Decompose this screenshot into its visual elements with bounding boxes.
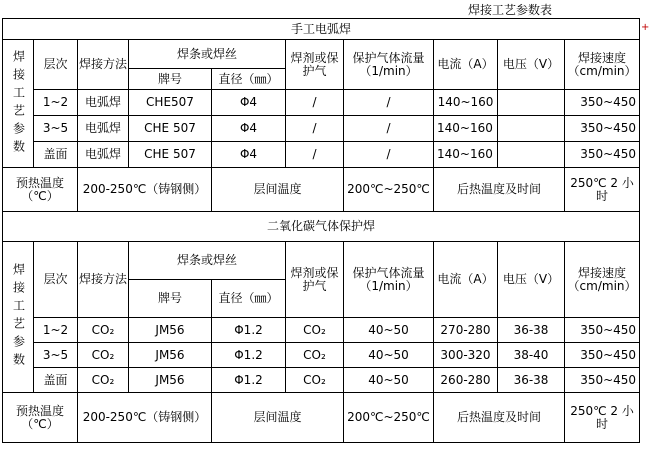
- header-flux: 焊剂或保护气: [286, 40, 344, 90]
- header-brand: 牌号: [129, 280, 212, 318]
- cell-brand: JM56: [129, 343, 212, 368]
- header-method: 焊接方法: [78, 242, 129, 318]
- cell-method: CO₂: [78, 368, 129, 393]
- cell-current: 300-320: [434, 343, 498, 368]
- cell-flux: CO₂: [286, 368, 344, 393]
- cross-mark-icon: +: [641, 22, 650, 33]
- cell-flux: CO₂: [286, 318, 344, 343]
- cell-voltage: [498, 116, 565, 142]
- cell-flux: CO₂: [286, 343, 344, 368]
- header-diameter: 直径（㎜）: [212, 280, 286, 318]
- cell-layer: 3~5: [34, 343, 78, 368]
- cell-speed: 350~450: [565, 142, 640, 168]
- header-brand: 牌号: [129, 69, 212, 90]
- cell-diameter: Φ1.2: [212, 318, 286, 343]
- header-voltage: 电压（V）: [498, 242, 565, 318]
- cell-speed: 350~450: [565, 318, 640, 343]
- table-row: [3, 90, 640, 116]
- header-gas-flow: 保护气体流量（1/min）: [344, 40, 434, 90]
- table-row: [3, 318, 640, 343]
- smaw-footer-row: [3, 168, 640, 212]
- header-rod-group: 焊条或焊丝: [129, 40, 286, 69]
- cell-speed: 350~450: [565, 90, 640, 116]
- cell-brand: CHE507: [129, 90, 212, 116]
- preheat-label: 预热温度（℃）: [3, 393, 78, 443]
- postheat-value: 250℃ 2 小时: [565, 168, 640, 212]
- cell-gas-flow: /: [344, 90, 434, 116]
- cell-layer: 1~2: [34, 90, 78, 116]
- table-row: [3, 368, 640, 393]
- gmaw-section-title: 二氧化碳气体保护焊: [3, 212, 640, 242]
- header-method: 焊接方法: [78, 40, 129, 90]
- cell-layer: 盖面: [34, 142, 78, 168]
- cell-brand: CHE 507: [129, 142, 212, 168]
- cell-layer: 1~2: [34, 318, 78, 343]
- welding-parameter-table: [2, 18, 640, 443]
- cell-voltage: [498, 142, 565, 168]
- cell-method: 电弧焊: [78, 90, 129, 116]
- cell-gas-flow: /: [344, 142, 434, 168]
- table-row: [3, 343, 640, 368]
- cell-voltage: 36-38: [498, 368, 565, 393]
- cell-flux: /: [286, 90, 344, 116]
- interpass-value: 200℃~250℃: [344, 168, 434, 212]
- cell-voltage: [498, 90, 565, 116]
- cell-gas-flow: 40~50: [344, 343, 434, 368]
- cell-diameter: Φ4: [212, 116, 286, 142]
- interpass-label: 层间温度: [212, 168, 344, 212]
- header-speed: 焊接速度（cm/min）: [565, 242, 640, 318]
- header-current: 电流（A）: [434, 40, 498, 90]
- cell-layer: 盖面: [34, 368, 78, 393]
- smaw-side-label: 焊接工艺参数: [3, 40, 34, 168]
- cell-flux: /: [286, 142, 344, 168]
- smaw-section-title: 手工电弧焊: [3, 19, 640, 40]
- cell-current: 140~160: [434, 142, 498, 168]
- cell-method: CO₂: [78, 318, 129, 343]
- header-current: 电流（A）: [434, 242, 498, 318]
- table-row: [3, 142, 640, 168]
- header-layer: 层次: [34, 40, 78, 90]
- cell-speed: 350~450: [565, 368, 640, 393]
- cell-flux: /: [286, 116, 344, 142]
- header-flux: 焊剂或保护气: [286, 242, 344, 318]
- page-title: 焊接工艺参数表: [468, 3, 553, 17]
- cell-current: 140~160: [434, 116, 498, 142]
- header-diameter: 直径（㎜）: [212, 69, 286, 90]
- table-row: [3, 116, 640, 142]
- cell-method: CO₂: [78, 343, 129, 368]
- preheat-label: 预热温度（℃）: [3, 168, 78, 212]
- cell-layer: 3~5: [34, 116, 78, 142]
- cell-speed: 350~450: [565, 343, 640, 368]
- gmaw-side-label: 焊接工艺参数: [3, 242, 34, 393]
- interpass-label: 层间温度: [212, 393, 344, 443]
- cell-gas-flow: 40~50: [344, 318, 434, 343]
- postheat-value: 250℃ 2 小时: [565, 393, 640, 443]
- header-gas-flow: 保护气体流量（1/min）: [344, 242, 434, 318]
- cell-diameter: Φ1.2: [212, 343, 286, 368]
- header-layer: 层次: [34, 242, 78, 318]
- cell-current: 140~160: [434, 90, 498, 116]
- cell-speed: 350~450: [565, 116, 640, 142]
- interpass-value: 200℃~250℃: [344, 393, 434, 443]
- header-speed: 焊接速度（cm/min）: [565, 40, 640, 90]
- cell-diameter: Φ4: [212, 90, 286, 116]
- cell-gas-flow: 40~50: [344, 368, 434, 393]
- cell-current: 270-280: [434, 318, 498, 343]
- postheat-label: 后热温度及时间: [434, 393, 565, 443]
- header-voltage: 电压（V）: [498, 40, 565, 90]
- header-rod-group: 焊条或焊丝: [129, 242, 286, 280]
- preheat-value: 200-250℃（铸钢侧）: [78, 393, 212, 443]
- cell-gas-flow: /: [344, 116, 434, 142]
- cell-method: 电弧焊: [78, 116, 129, 142]
- cell-current: 260-280: [434, 368, 498, 393]
- cell-brand: JM56: [129, 318, 212, 343]
- cell-voltage: 36-38: [498, 318, 565, 343]
- cell-diameter: Φ4: [212, 142, 286, 168]
- cell-diameter: Φ1.2: [212, 368, 286, 393]
- postheat-label: 后热温度及时间: [434, 168, 565, 212]
- preheat-value: 200-250℃（铸钢侧）: [78, 168, 212, 212]
- cell-brand: CHE 507: [129, 116, 212, 142]
- cell-method: 电弧焊: [78, 142, 129, 168]
- cell-voltage: 38-40: [498, 343, 565, 368]
- cell-brand: JM56: [129, 368, 212, 393]
- gmaw-footer-row: [3, 393, 640, 443]
